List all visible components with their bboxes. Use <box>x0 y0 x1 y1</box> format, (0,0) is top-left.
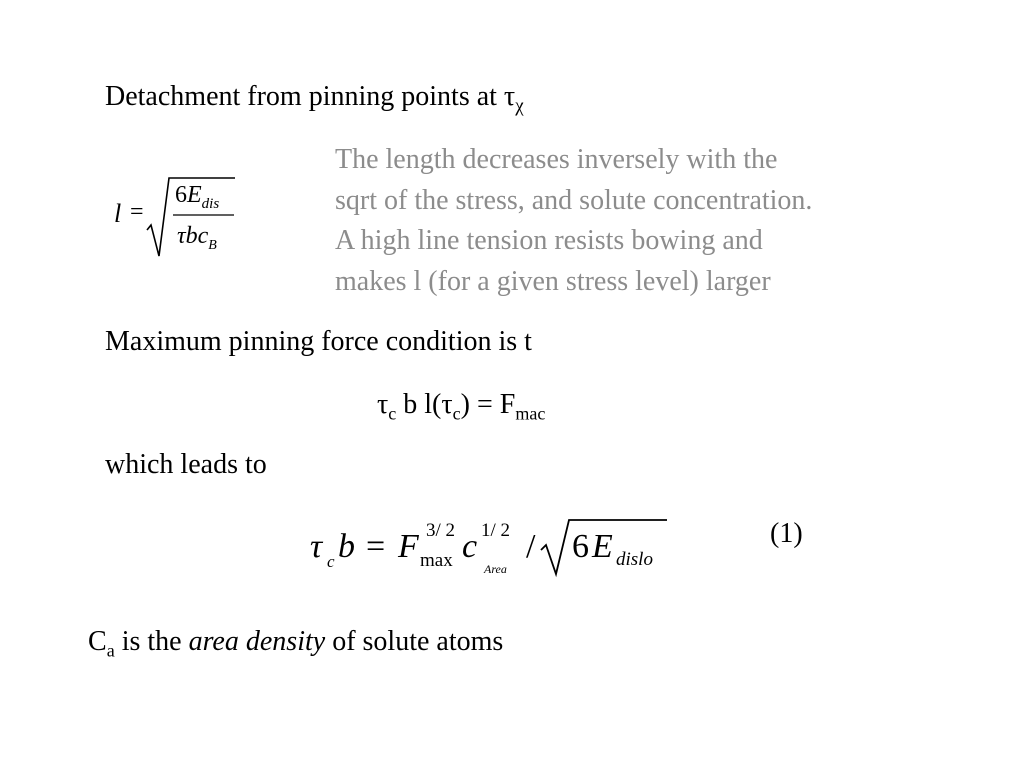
footer-C: C <box>88 626 107 657</box>
eq1-equals: = <box>366 528 386 565</box>
eq-sub3: mac <box>515 403 546 424</box>
eq1-c-sup: 1/ 2 <box>481 520 511 541</box>
equation-number: (1) <box>770 518 803 549</box>
eq1-tau: τ <box>310 528 323 565</box>
explanation-note <box>335 140 812 302</box>
eq1-E-sub: dislo <box>616 549 653 570</box>
den-tau: τ <box>177 223 186 249</box>
footer-emphasis: area density <box>188 626 326 657</box>
footer-C-sub: a <box>106 640 115 661</box>
eq-rest: ) = F <box>460 389 516 420</box>
heading-tau: τ <box>503 81 516 112</box>
note-line: sqrt of the stress, and solute concentration. <box>335 184 813 216</box>
eq1-slash: / <box>526 528 536 565</box>
eq1-c-sub: Area <box>484 562 507 576</box>
heading-text: Detachment from pinning points at <box>105 81 504 112</box>
formula-l-equals: = <box>130 199 144 225</box>
footer-rest: of solute atoms <box>325 626 504 657</box>
eq1-F-sup: 3/ 2 <box>426 520 456 541</box>
den-sub: B <box>208 237 217 253</box>
note-line: A high line tension resists bowing and <box>335 225 763 257</box>
eq1-six: 6 <box>572 528 589 565</box>
num-six: 6 <box>175 182 187 208</box>
eq-mid: b l( <box>396 389 442 420</box>
num-sub: dis <box>201 195 220 212</box>
equation-fmac <box>377 389 546 424</box>
note-line: makes l (for a given stress level) larger <box>335 265 771 297</box>
heading <box>105 81 524 117</box>
eq1-tau-sub: c <box>327 552 335 571</box>
note-line: The length decreases inversely with the <box>335 144 778 175</box>
eq1-F-sub: max <box>420 550 453 571</box>
formula-l-lhs: l <box>114 199 122 228</box>
den-bc: bc <box>185 223 209 249</box>
eq-tau2: τ <box>441 389 453 420</box>
num-E: E <box>187 182 202 208</box>
eq-tau1: τ <box>377 389 389 420</box>
eq-sub2: c <box>452 403 461 424</box>
heading-chi: χ <box>515 95 524 117</box>
footer-sentence <box>88 626 504 661</box>
footer-is-the: is the <box>114 626 189 657</box>
eq1-E: E <box>592 528 613 565</box>
which-leads-text: which leads to <box>105 449 267 480</box>
eq-sub1: c <box>388 403 397 424</box>
eq1-c: c <box>462 528 478 565</box>
formula-l-denominator <box>177 223 217 253</box>
eq1-F: F <box>398 528 419 565</box>
eq1-b: b <box>338 528 355 565</box>
max-pinning-text: Maximum pinning force condition is t <box>105 326 532 357</box>
formula-l-numerator <box>175 182 220 212</box>
